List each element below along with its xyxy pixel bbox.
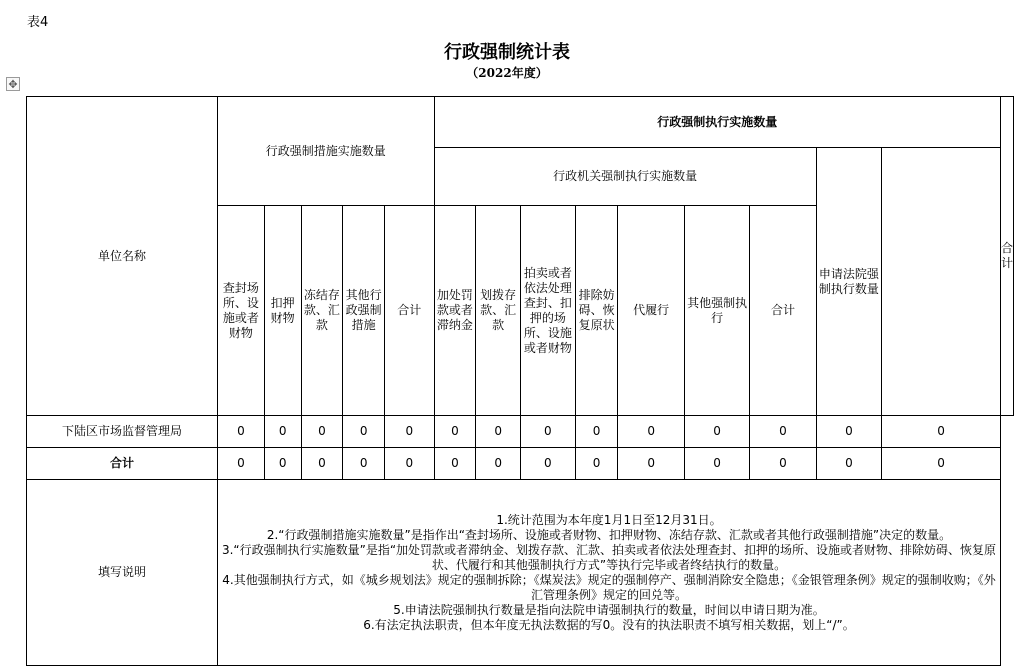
cell-value: 0 (575, 416, 618, 448)
row-total-label: 合计 (27, 448, 218, 480)
cell-value: 0 (521, 416, 576, 448)
cell-value: 0 (434, 416, 476, 448)
header-measures-group: 行政强制措施实施数量 (218, 97, 435, 206)
cell-value: 0 (750, 416, 816, 448)
header-measure-seal: 查封场所、设施或者财物 (218, 206, 265, 416)
header-exec-restore: 排除妨碍、恢复原状 (575, 206, 618, 416)
cell-value: 0 (434, 448, 476, 480)
note-item: 2.“行政强制措施实施数量”是指作出“查封场所、设施或者财物、扣押财物、冻结存款、汇款或者其他行政强制措施”决定的数量。 (266, 527, 952, 542)
cell-value: 0 (476, 448, 521, 480)
header-measure-total: 合计 (384, 206, 434, 416)
cell-value: 0 (575, 448, 618, 480)
header-exec-transfer: 划拨存款、汇款 (476, 206, 521, 416)
table-label: 表4 (27, 15, 49, 30)
note-item: 5.申请法院强制执行数量是指向法院申请强制执行的数量，时间以申请日期为准。 (393, 602, 825, 617)
note-item: 3.“行政强制执行实施数量”是指“加处罚款或者滞纳金、划拨存款、汇款、拍卖或者依法处理查封、扣押的场所、设施或者财物、排除妨碍、恢复原状、代履行和其他强制执行方式”等执行完毕或者终结执行的数量。 (221, 542, 997, 572)
notes-label: 填写说明 (27, 480, 218, 666)
header-measure-other: 其他行政强制措施 (343, 206, 385, 416)
table-row-total (27, 448, 1014, 480)
cell-value: 0 (218, 416, 265, 448)
header-exec-substitute: 代履行 (618, 206, 684, 416)
cell-value: 0 (264, 416, 301, 448)
header-agency-execution-group: 行政机关强制执行实施数量 (434, 148, 816, 206)
header-exec-fine: 加处罚款或者滞纳金 (434, 206, 476, 416)
notes-content (218, 480, 1001, 666)
cell-value: 0 (521, 448, 576, 480)
page-title: 行政强制统计表 (444, 42, 570, 63)
cell-value: 0 (343, 448, 385, 480)
cell-value: 0 (882, 448, 1001, 480)
header-unit-name: 单位名称 (27, 97, 218, 416)
cell-value: 0 (618, 448, 684, 480)
table-move-handle-icon[interactable]: ✥ (6, 77, 20, 91)
cell-value: 0 (301, 416, 343, 448)
page-subtitle: （2022年度） (466, 66, 548, 80)
cell-value: 0 (301, 448, 343, 480)
cell-value: 0 (384, 416, 434, 448)
table-row (27, 416, 1014, 448)
cell-value: 0 (618, 416, 684, 448)
header-grand-total: 合计 (1000, 97, 1013, 416)
header-execution-group: 行政强制执行实施数量 (434, 97, 1000, 148)
cell-value: 0 (476, 416, 521, 448)
cell-value: 0 (384, 448, 434, 480)
note-item: 6.有法定执法职责，但本年度无执法数据的写0。没有的执法职责不填写相关数据，划上“/”。 (363, 617, 855, 632)
header-exec-other: 其他强制执行 (684, 206, 749, 416)
header-measure-freeze: 冻结存款、汇款 (301, 206, 343, 416)
cell-value: 0 (816, 448, 881, 480)
cell-value: 0 (684, 448, 749, 480)
header-exec-auction: 拍卖或者依法处理查封、扣押的场所、设施或者财物 (521, 206, 576, 416)
row-unit-name: 下陆区市场监督管理局 (27, 416, 218, 448)
cell-value: 0 (264, 448, 301, 480)
cell-value: 0 (684, 416, 749, 448)
statistics-table (26, 96, 1014, 666)
note-item: 1.统计范围为本年度1月1日至12月31日。 (496, 512, 722, 527)
cell-value: 0 (750, 448, 816, 480)
cell-value: 0 (218, 448, 265, 480)
header-measure-seize: 扣押财物 (264, 206, 301, 416)
note-item: 4.其他强制执行方式，如《城乡规划法》规定的强制拆除；《煤炭法》规定的强制停产、强制消除安全隐患；《金银管理条例》规定的强制收购；《外汇管理条例》规定的回兑等。 (222, 572, 996, 602)
cell-value: 0 (816, 416, 881, 448)
header-court-application: 申请法院强制执行数量 (816, 148, 881, 416)
header-exec-total: 合计 (750, 206, 816, 416)
cell-value: 0 (343, 416, 385, 448)
cell-value: 0 (882, 416, 1001, 448)
